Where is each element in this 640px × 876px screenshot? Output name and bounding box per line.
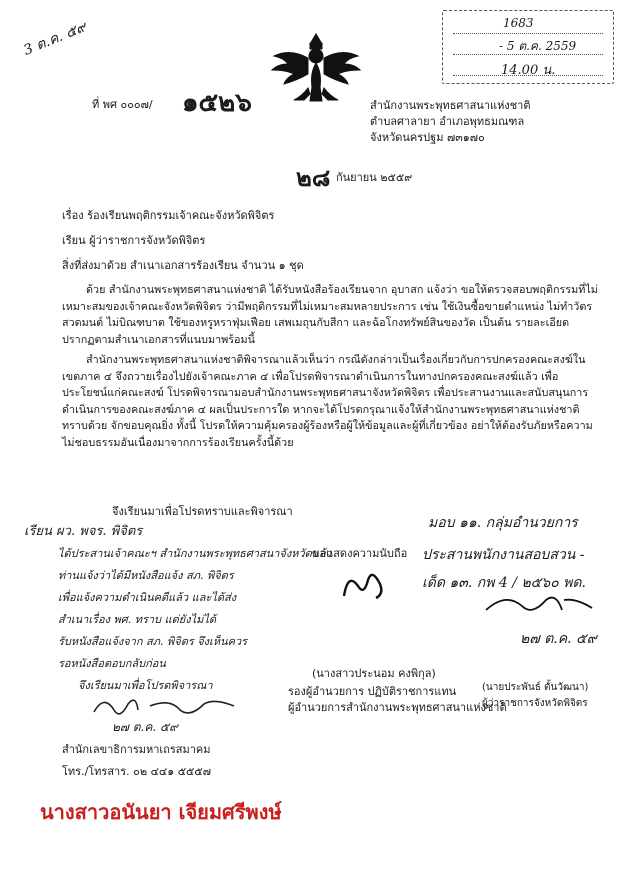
red-name-caption: นางสาวอนันยา เจียมศรีพงษ์	[40, 800, 282, 824]
governor-name: (นายประพันธ์ ตั้นวัฒนา)	[482, 682, 589, 693]
receipt-number: 1683	[503, 16, 534, 30]
signer-title-line-2: ผู้อำนวยการสำนักงานพระพุทธศาสนาแห่งชาติ	[288, 701, 507, 714]
date-day: ๒๘	[296, 163, 331, 192]
signer-name: (นางสาวประนอม คงพิกุล)	[312, 667, 436, 680]
office-contact: โทร./โทรสาร. ๐๒ ๔๔๑ ๕๕๕๗	[62, 765, 211, 778]
paragraph-2: สำนักงานพระพุทธศาสนาแห่งชาติพิจารณาแล้วเห็นว่า กรณีดังกล่าวเป็นเรื่องเกี่ยวกับการปกครองคณะสงฆ์ในเขตภาค ๔ จึงถวายเรื่องไปยังเจ้าคณะภาค ๔ เพื่อโปรดพิจารณาดำเนินการในทางปกครองคณะสงฆ์แล้ว เพื่อประโยชน์แก่คณะสงฆ์ โปรดพิจารณามอบสำนักงานพระพุทธศาสนาจังหวัดพิจิตร เพื่อประสานงานและสนับสนุนการดำเนินการของคณะสงฆ์ภาค ๔ ผลเป็นประการใด หากจะได้โปรดกรุณาแจ้งให้สำนักงานพระพุทธศาสนาแห่งชาติทราบด้วย จักขอบคุณยิ่ง ทั้งนี้ โปรดให้ความคุ้มครองผู้ร้องหรือผู้ให้ข้อมูลและผู้ที่เกี่ยวข้อง อย่าให้ต้องรับภัยหรือความไม่ชอบธรรมอันเนื่องมาจากการร้องเรียนครั้งนี้ด้วย	[62, 353, 593, 449]
receipt-time: 14.00 น.	[501, 63, 556, 78]
office-department: สำนักเลขาธิการมหาเถรสมาคม	[62, 743, 211, 756]
handwritten-order-date: ๒๗ ต.ค. ๕๙	[520, 631, 597, 647]
sender-address-line-2: ตำบลศาลายา อำเภอพุทธมณฑล	[370, 115, 525, 128]
handwritten-note-line-5: สำเนาเรื่อง พศ. ทราบ แต่ยังไม่ได้	[58, 613, 217, 626]
attachment: สิ่งที่ส่งมาด้วย สำเนาเอกสารร้องเรียน จำนวน ๑ ชุด	[62, 259, 304, 272]
paragraph-1: ด้วย สำนักงานพระพุทธศาสนาแห่งชาติ ได้รับหนังสือร้องเรียนจาก อุบาสก แจ้งว่า ขอให้ตรวจสอบพฤติกรรมที่ไม่เหมาะสมของเจ้าคณะจังหวัดพิจิตร ว่ามีพฤติกรรมที่ไม่เหมาะสมหลายประการ เช่น ใช้เงินซื้อขายตำแหน่ง ไม่ทำวัตรสวดมนต์ ไม่บิณฑบาต ใช้ของหรูหราฟุ่มเฟือย เสพเมถุนกับสีกา และฉ้อโกงทรัพย์สินของวัด เป็นต้น รายละเอียดปรากฏตามสำเนาเอกสารที่แนบมาพร้อมนี้	[62, 283, 598, 346]
sender-address-line-3: จังหวัดนครปฐม ๗๓๑๗๐	[370, 131, 485, 144]
garuda-emblem	[268, 28, 364, 108]
director-signature	[338, 566, 388, 606]
doc-number-handwritten: ๑๕๒๖	[182, 88, 252, 118]
handwritten-note-line-6: รับหนังสือแจ้งจาก สภ. พิจิตร จึงเห็นควร	[58, 635, 248, 648]
subject: เรื่อง ร้องเรียนพฤติกรรมเจ้าคณะจังหวัดพิจิตร	[62, 209, 275, 222]
recipient: เรียน ผู้ว่าราชการจังหวัดพิจิตร	[62, 234, 206, 247]
courtesy-line: ขอแสดงความนับถือ	[312, 547, 408, 560]
handwritten-note-line-8: จึงเรียนมาเพื่อโปรดพิจารณา	[78, 679, 213, 692]
handwritten-note-line-1: เรียน ผว. พจร. พิจิตร	[24, 524, 143, 539]
handwritten-note-line-4: เพื่อแจ้งความดำเนินคดีแล้ว และได้ส่ง	[58, 591, 237, 604]
corner-handwritten-date: 3 ต.ค. ๕๙	[21, 19, 89, 59]
handwritten-note-date: ๒๗ ต.ค. ๕๙	[112, 720, 178, 734]
signer-title-line-1: รองผู้อำนวยการ ปฏิบัติราชการแทน	[288, 685, 457, 698]
handwritten-note-line-3: ท่านแจ้งว่าได้มีหนังสือแจ้ง สภ. พิจิตร	[58, 569, 234, 582]
handwritten-order-line-2: ประสานพนักงานสอบสวน -	[422, 547, 585, 563]
handwritten-order-line-1: มอบ ๑๑. กลุ่มอำนวยการ	[428, 515, 578, 531]
sender-address-line-1: สำนักงานพระพุทธศาสนาแห่งชาติ	[370, 99, 531, 112]
handwritten-note-line-7: รอหนังสือตอบกลับก่อน	[58, 657, 166, 670]
governor-title: ผู้ว่าราชการจังหวัดพิจิตร	[482, 698, 588, 709]
doc-number-prefix: ที่ พศ ๐๐๐๗/	[92, 98, 153, 111]
handwritten-note-line-2: ได้ประสานเจ้าคณะฯ สำนักงานพระพุทธศาสนาจังหวัดแล้ว	[58, 547, 332, 560]
closing-line: จึงเรียนมาเพื่อโปรดทราบและพิจารณา	[112, 505, 293, 518]
receipt-date: - 5 ต.ค. 2559	[499, 39, 577, 53]
date-month-year: กันยายน ๒๕๕๙	[336, 171, 413, 184]
receipt-stamp	[442, 10, 614, 84]
governor-signature	[480, 590, 600, 630]
handwritten-order-line-3: เด็ด ๑๓. กพ 4 / ๒๕๖๐ พด.	[422, 575, 586, 591]
